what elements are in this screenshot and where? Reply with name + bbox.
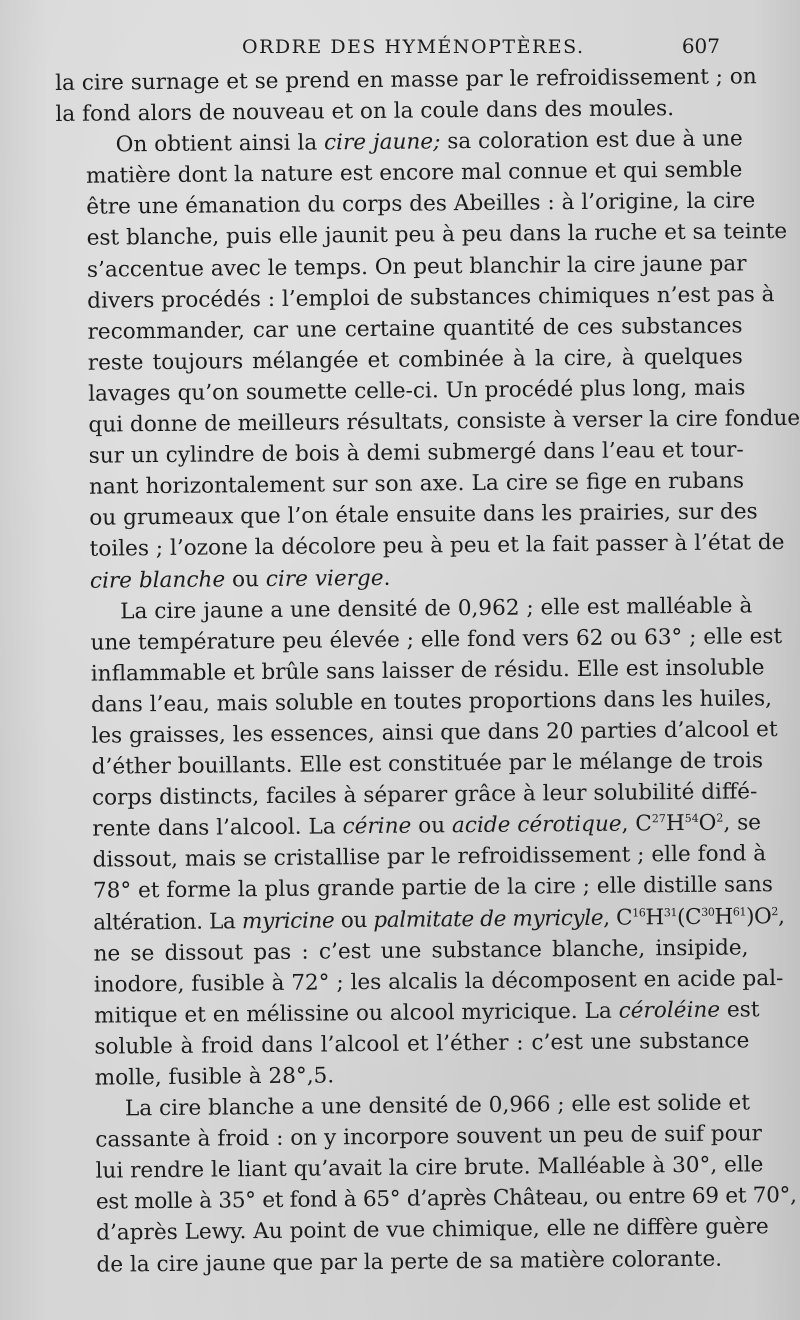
text-line: est blanche, puis elle jaunit peu à peu dans la ruche et sa teinte (86, 219, 788, 252)
formula-subscript: 61 (732, 904, 747, 919)
text-line: dissout, mais se cristallise par le refroidissement ; elle fond à (92, 841, 767, 874)
italic-term: acide cérotique (451, 811, 622, 839)
formula-text: H (645, 904, 664, 930)
formula-subscript: 31 (663, 905, 678, 919)
text-span: , (777, 903, 785, 929)
italic-term: cire jaune; (323, 129, 441, 156)
text-line: nant horizontalement sur son axe. La cire se fige en rubans (88, 468, 745, 500)
text-line: les graisses, les essences, ainsi que dans 20 parties d’alcool et (91, 717, 778, 749)
text-span: sa coloration est due à une (440, 126, 743, 155)
text-span: ou (334, 907, 374, 933)
text-span: altération. La (93, 908, 243, 936)
formula-text: )O (745, 903, 772, 929)
text-line: cassante à froid : on y incorpore souvent un peu de suif pour (95, 1121, 763, 1153)
text-line: est molle à 35° et fond à 65° d’après Château, ou entre 69 et 70°, (95, 1183, 797, 1216)
formula-subscript: 2 (771, 904, 779, 918)
text-line: d’éther bouillants. Elle est constituée par le mélange de trois (91, 748, 764, 780)
text-line: qui donne de meilleurs résultats, consiste à verser la cire fondue (88, 405, 800, 438)
italic-term: palmitate de myricyle (373, 905, 604, 933)
text-line: la cire surnage et se prend en masse par le refroidissement ; on (55, 64, 757, 96)
text-line: La cire jaune a une densité de 0,962 ; elle est malléable à (120, 592, 753, 624)
text-line: reste toujours mélangée et combinée à la cire, à quelques (87, 344, 743, 376)
text-span: , se (723, 810, 762, 836)
formula-subscript: 2 (716, 811, 724, 825)
formula-subscript: 16 (632, 905, 646, 920)
text-line: inflammable et brûle sans laisser de résidu. Elle est insoluble (90, 654, 765, 687)
text-span: . (383, 565, 391, 591)
formula-subscript: 30 (701, 905, 715, 919)
text-line: être une émanation du corps des Abeilles : à l’origine, la cire (86, 188, 756, 221)
text-line: recommander, car une certaine quantité de ces substances (87, 313, 743, 345)
text-line: d’après Lewy. Au point de vue chimique, elle ne diffère guère (96, 1214, 769, 1247)
text-line: dans l’eau, mais soluble en toutes proportions dans les huiles, (90, 686, 773, 718)
text-line: corps distincts, faciles à séparer grâce à leur solubilité diffé- (91, 779, 758, 811)
page-number: 607 (681, 34, 720, 58)
paragraph-1 (55, 61, 757, 130)
formula-subscript: 54 (684, 812, 699, 826)
text-line: molle, fusible à 28°,5. (94, 1063, 335, 1091)
text-line: matière dont la nature est encore mal connue et qui semble (85, 157, 743, 189)
formula-text: O (698, 810, 717, 837)
text-span: est (719, 997, 760, 1023)
paragraph-2 (56, 124, 800, 597)
italic-term: céroléine (618, 997, 721, 1024)
text-line: divers procédés : l’emploi de substances chimiques n’est pas à (87, 281, 775, 314)
text-line: toiles ; l’ozone la décolore peu à peu et la fait passer à l’état de (89, 530, 785, 563)
formula-text: (C (676, 904, 702, 930)
text-line: soluble à froid dans l’alcool et l’éther : c’est une substance (94, 1028, 750, 1060)
italic-term: cire blanche (89, 566, 226, 594)
text-line: la fond alors de nouveau et on la coule dans des moules. (55, 96, 675, 128)
text-span: rente dans l’alcool. La (92, 814, 343, 842)
text-line: une température peu élevée ; elle fond vers 62 ou 63° ; elle est (90, 623, 783, 656)
text-span: On obtient ainsi la (115, 130, 325, 158)
paragraph-4 (65, 1087, 797, 1280)
formula-text: , C (603, 905, 633, 931)
text-span: mitique et en mélissine ou alcool myricique. La (93, 998, 619, 1029)
formula-subscript: 27 (651, 812, 666, 826)
text-line: ne se dissout pas : c’est une substance blanche, insipide, (93, 935, 749, 967)
italic-term: cérine (342, 813, 412, 840)
body-text (55, 61, 800, 1280)
text-line: 78° et forme la plus grande partie de la cire ; elle distille sans (92, 872, 774, 905)
text-line: lavages qu’on soumette celle-ci. Un procédé plus long, mais (88, 375, 746, 407)
text-line: La cire blanche a une densité de 0,966 ; elle est solide et (124, 1090, 751, 1122)
text-line: s’accentue avec le temps. On peut blanchir la cire jaune par (86, 250, 747, 283)
text-line: sur un cylindre de bois à demi submergé dans l’eau et tour- (88, 437, 744, 469)
text-span: ou (225, 566, 266, 592)
text-line: de la cire jaune que par la perte de sa matière colorante. (96, 1246, 723, 1278)
formula-text: H (665, 811, 685, 837)
italic-term: cire vierge (265, 565, 384, 592)
paragraph-3 (60, 590, 785, 1094)
running-title: ORDRE DES HYMÉNOPTÈRES. (242, 36, 585, 58)
formula-text: H (714, 904, 733, 930)
italic-term: myricine (241, 907, 335, 934)
formula-text: , C (621, 811, 652, 837)
text-line: lui rendre le liant qu’avait la cire brute. Malléable à 30°, elle (95, 1152, 764, 1184)
text-line: inodore, fusible à 72° ; les alcalis la décomposent en acide pal- (93, 965, 784, 998)
text-line: ou grumeaux que l’on étale ensuite dans les prairies, sur des (89, 499, 758, 532)
text-span: ou (411, 813, 453, 839)
